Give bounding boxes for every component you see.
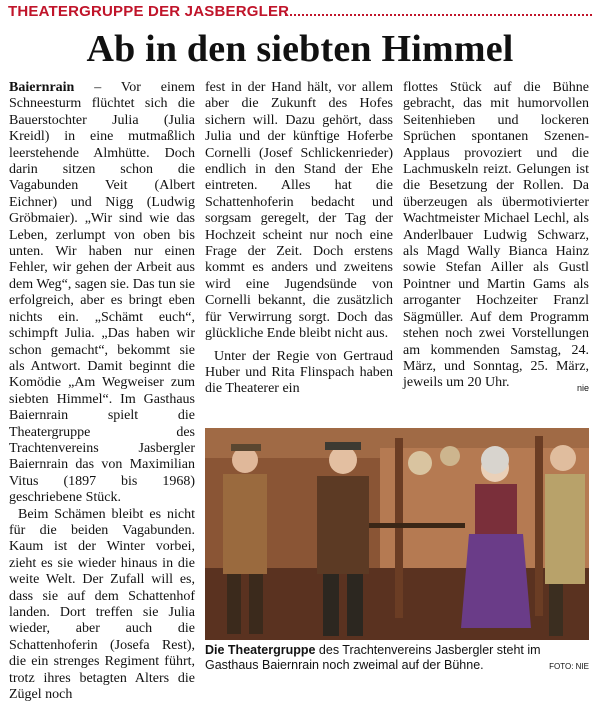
kicker-dotted-rule (285, 14, 592, 16)
headline: Ab in den siebten Himmel (86, 28, 514, 70)
paragraph: flottes Stück auf die Bühne gebracht, das mit humorvollen Seitenhieben und lockeren Sprüchen spontanen Szenen-Applaus provoziert und die Lachmuskeln reizt. Gelungen ist die Besetzung der Rollen. Da überzeugen als übermotivierter Wachtmeister Michael Lechl, als Anderlbauer Ludwig Schwarz, als Magd Wally Bianca Hainz sowie Stefan Ailler als Gustl Pointner und Martin Gams als arroganter Hochzeiter Franzl Sägmüller. Auf dem Programm stehen noch zwei Vorstellungen am kommenden Samstag, 24. März, und Sonntag, 25. März, jeweils um 20 Uhr. (403, 80, 589, 391)
author-byline: nie (576, 382, 589, 393)
photo-credit: FOTO: NIE (549, 662, 589, 671)
stage-scene-illustration (205, 428, 589, 640)
theater-photo (205, 428, 589, 640)
paragraph: Unter der Regie von Gertraud Huber und Rita Flinspach haben die Theaterer ein (205, 348, 393, 397)
caption-text: des Trachtenvereins Jasbergler steht im Gasthaus Baiernrain noch zweimal auf der Bühne. (205, 643, 541, 672)
caption-lead: Die Theatergruppe (205, 643, 316, 657)
photo-caption (205, 643, 589, 673)
paragraph: fest in der Hand hält, vor allem aber die Zukunft des Hofes sichern will. Dazu gehört, dass Julia und der künftige Hoferbe Cornelli (Josef Schlickenrieder) endlich in den Stand der Ehe eintreten. Alles hat die Schattenhoferin bedacht und sorgsam geregelt, der Tag der Hochzeit scheint nur noch eine Frage der Zeit. Doch erstens kommt es anders und zweitens wird eine Jugendsünde von Cornelli bekannt, die zusätzlich für Verwirrung sorgt. Doch das glückliche Ende bleibt nicht aus. (205, 80, 393, 342)
paragraph (9, 80, 195, 507)
paragraph: Beim Schämen bleibt es nicht für die beiden Vagabunden. Kaum ist der Winter vorbei, zieht es sie wieder hinaus in die weite Welt. Der Zufall will es, dass sie auf dem Schattenhof landen. Dort treffen sie Julia wieder, aber auch die Schattenhoferin (Josefa Rest), die ein strenges Regiment führt, trotz ihres betagten Alters die Zügel noch (9, 506, 195, 703)
article-column-3 (403, 80, 589, 396)
paragraph-text: – Vor einem Schneesturm flüchtet sich die Bauerstochter Julia (Julia Kreidl) in eine mutmaßlich leerstehende Almhütte. Doch darin sitzen schon die Vagabunden Veit (Albert Eichner) und Nigg (Ludwig Gröbmaier). „Wir sind wie das Leben, zerlumpt von oben bis unten. Wir haben nur einen Fehler, wir gehen der Arbeit aus dem Weg“, sagen sie. Das tun sie erfolgreich, aber es bringt eben nichts ein. „Schämt euch“, schimpft Julia. „Das haben wir schon gemacht“, bekommt sie als Antwort. Damit beginnt die Komödie „Am Wegweiser zum siebten Himmel“. Im Gasthaus Baiernrain spielt die Theatergruppe des Trachtenvereins Jasbergler Baiernrain das von Maximilian Vitus (1897 bis 1968) geschriebene Stück. (9, 80, 196, 506)
article-column-1 (9, 80, 195, 703)
article-column-2 (205, 80, 393, 398)
section-kicker: THEATERGRUPPE DER JASBERGLER (8, 3, 290, 20)
dateline: Baiernrain (9, 80, 75, 95)
